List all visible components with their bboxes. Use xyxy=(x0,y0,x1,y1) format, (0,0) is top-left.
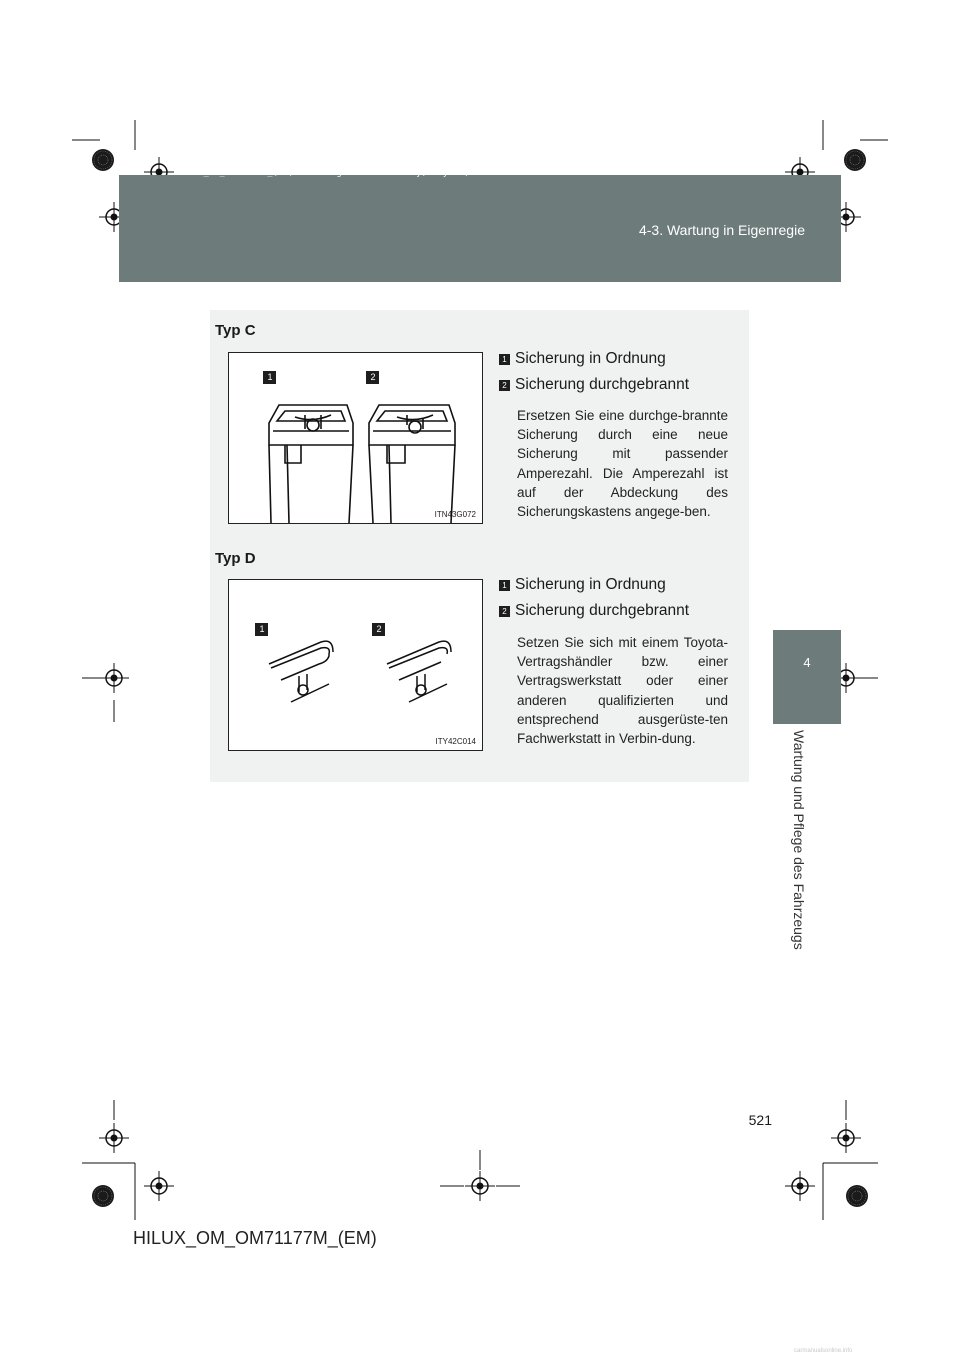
chapter-tab xyxy=(773,630,841,724)
figure-label-1: 1 xyxy=(259,624,265,634)
item-marker: 1 xyxy=(499,354,510,365)
figure-typ-c xyxy=(228,352,483,524)
chapter-title-vertical: Wartung und Pflege des Fahrzeugs xyxy=(791,730,807,950)
item-text: Sicherung in Ordnung xyxy=(515,350,666,367)
fuse-illustration-d xyxy=(229,580,482,750)
item-text: Sicherung durchgebrannt xyxy=(515,602,690,619)
item-text: Sicherung in Ordnung xyxy=(515,576,666,593)
document-id: HILUX_OM_OM71177M_(EM) xyxy=(133,1228,377,1248)
body-text-typ-d: Setzen Sie sich mit einem Toyota-Vertragshändler bzw. einer Vertragswerkstatt oder einer anderen qualifizierten und entsprechend ausgerüste-ten Fachwerkstatt in Verbin-dung. xyxy=(517,635,728,747)
item-list-typ-c xyxy=(499,347,689,397)
section-heading-typ-d: Typ D xyxy=(215,550,256,567)
figure-label-2: 2 xyxy=(370,372,376,382)
item-text: Sicherung durchgebrannt xyxy=(515,376,690,393)
section-heading-typ-c: Typ C xyxy=(215,322,256,339)
figure-label-2: 2 xyxy=(376,624,382,634)
item-marker: 2 xyxy=(499,380,510,391)
watermark: carmanualsonline.info xyxy=(794,1348,853,1354)
item-list-typ-d xyxy=(499,573,689,623)
list-item xyxy=(499,599,689,623)
page-number: 521 xyxy=(748,1112,772,1128)
figure-code: ITN43G072 xyxy=(434,510,476,519)
list-item xyxy=(499,347,689,371)
list-item xyxy=(499,373,689,397)
section-title: 4-3. Wartung in Eigenregie xyxy=(638,222,805,238)
list-item xyxy=(499,573,689,597)
figure-label-1: 1 xyxy=(267,372,273,382)
figure-typ-d xyxy=(228,579,483,751)
print-slug: HILUX_OM_OM71177M_(EM).book Page 521 Wednesday, May 16, 2012 1:28 PM xyxy=(177,168,539,178)
chapter-number: 4 xyxy=(803,655,811,670)
body-text-typ-c: Ersetzen Sie eine durchge-brannte Sicherung durch eine neue Sicherung mit passender Amperezahl. Die Amperezahl ist auf der Abdeckung des Sicherungskastens angege-ben. xyxy=(517,408,728,520)
figure-code: ITY42C014 xyxy=(435,737,476,746)
item-marker: 2 xyxy=(499,606,510,617)
item-marker: 1 xyxy=(499,580,510,591)
